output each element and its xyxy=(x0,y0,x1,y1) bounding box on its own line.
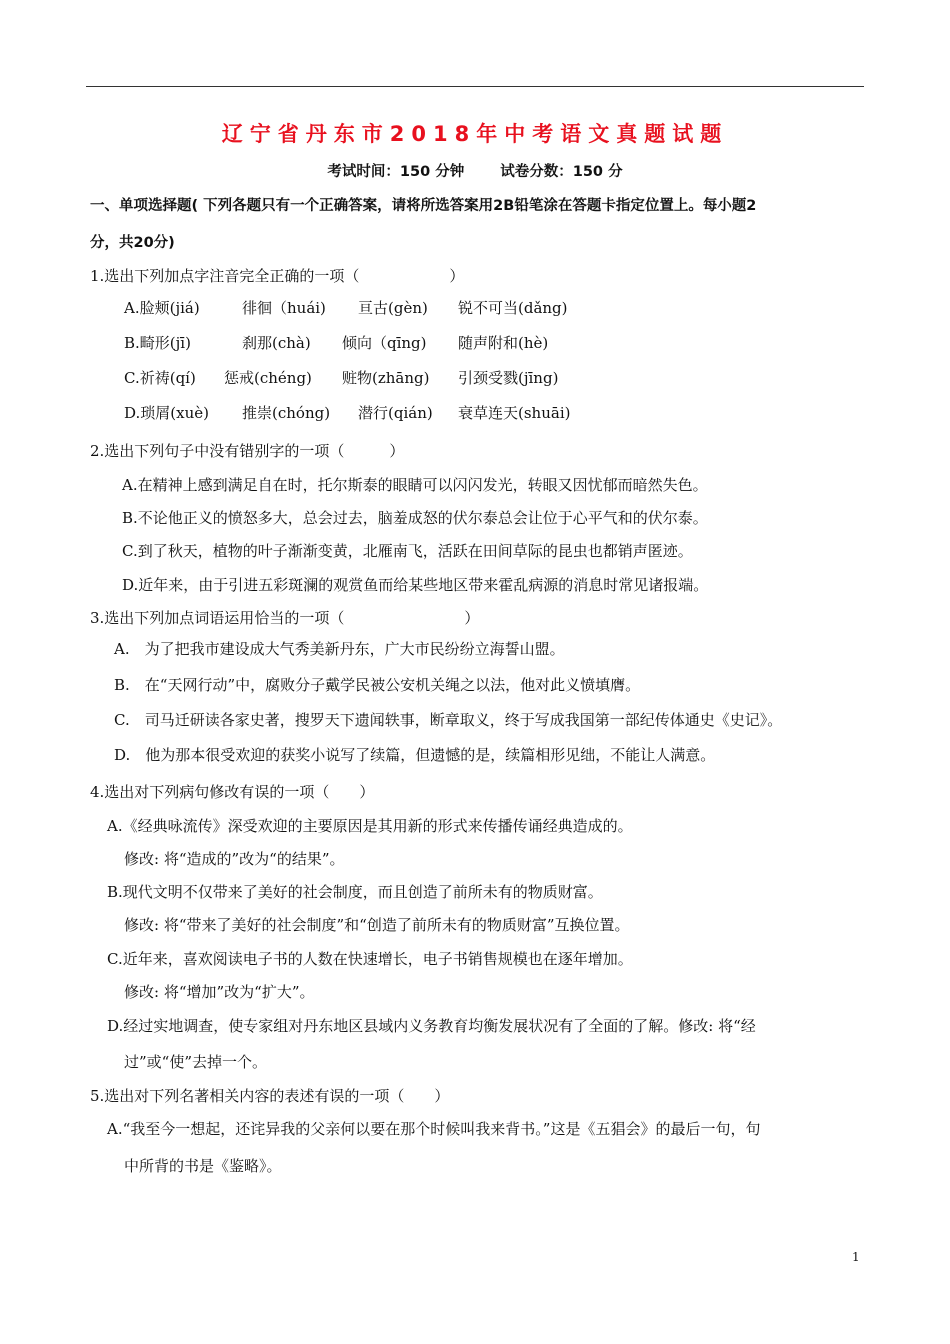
q2-option-c: C.到了秋天，植物的叶子渐渐变黄，北雁南飞，活跃在田间草际的昆虫也都销声匿迹。 xyxy=(122,542,693,560)
q3-option-c: C. 司马迁研读各家史著，搜罗天下遗闻轶事，断章取义，终于写成我国第一部纪传体通史《史记》。 xyxy=(114,711,783,729)
page-title: 辽宁省丹东市2018年中考语文真题试题 xyxy=(221,122,729,146)
exam-time: 考试时间：150 分钟 xyxy=(327,164,465,180)
q1-option: 刹那(chà) xyxy=(242,334,311,352)
q3-option-d: D. 他为那本很受欢迎的获奖小说写了续篇，但遗憾的是，续篇相形见绌，不能让人满意。 xyxy=(114,746,716,764)
q4-fix-c: 修改: 将“增加”改为“扩大”。 xyxy=(124,983,315,1001)
q4-option-b: B.现代文明不仅带来了美好的社会制度，而且创造了前所未有的物质财富。 xyxy=(107,883,603,901)
q1-option: A.脸颊(jiá) xyxy=(124,299,200,317)
q1-option: 引颈受戮(jīng) xyxy=(458,369,559,387)
q2-option-b: B.不论他正义的愤怒多大，总会过去，脑羞成怒的伏尔泰总会让位于心平气和的伏尔泰。 xyxy=(122,509,708,527)
q1-option: 潜行(qián) xyxy=(358,404,433,422)
q1-option: 推崇(chóng) xyxy=(242,404,331,422)
section-heading: 一、单项选择题( 下列各题只有一个正确答案，请将所选答案用2B铅笔涂在答题卡指定位置上。每小题2 xyxy=(90,198,757,214)
q4-option-c: C.近年来，喜欢阅读电子书的人数在快速增长，电子书销售规模也在逐年增加。 xyxy=(107,950,633,968)
q1-option: 亘古(gèn) xyxy=(358,299,428,317)
q2-option-a: A.在精神上感到满足自在时，托尔斯泰的眼睛可以闪闪发光，转眼又因忧郁而暗然失色。 xyxy=(122,476,708,494)
q1-option: 惩戒(chéng) xyxy=(224,369,312,387)
q4-fix-b: 修改: 将“带来了美好的社会制度”和“创造了前所未有的物质财富”互换位置。 xyxy=(124,916,630,934)
q4-option-a: A.《经典咏流传》深受欢迎的主要原因是其用新的形式来传播传诵经典造成的。 xyxy=(107,817,633,835)
q5-option-a: A.“我至今一想起，还诧异我的父亲何以要在那个时候叫我来背书。”这是《五猖会》的最后一句，句 xyxy=(107,1120,761,1138)
q1-option: 随声附和(hè) xyxy=(458,334,549,352)
q3-option-b: B. 在“天网行动”中，腐败分子戴学民被公安机关绳之以法，他对此义愤填膺。 xyxy=(114,676,641,694)
q2-option-d: D.近年来，由于引进五彩斑澜的观赏鱼而给某些地区带来霍乱病源的消息时常见诸报端。 xyxy=(122,576,709,594)
header-rule xyxy=(86,86,864,87)
question-1-stem: 1.选出下列加点字注音完全正确的一项（ ） xyxy=(90,267,465,285)
q4-fix-a: 修改: 将“造成的”改为“的结果”。 xyxy=(124,850,345,868)
section-heading-cont: 分，共20分) xyxy=(90,235,175,251)
q1-option: 锐不可当(dǎng) xyxy=(458,299,568,317)
exam-score: 试卷分数：150 分 xyxy=(500,164,623,180)
q4-option-d: D.经过实地调查，使专家组对丹东地区县域内义务教育均衡发展状况有了全面的了解。修改: 将“经 xyxy=(107,1017,756,1035)
question-2-stem: 2.选出下列句子中没有错别字的一项（ ） xyxy=(90,442,405,460)
q1-option: B.畸形(jī) xyxy=(124,334,191,352)
q1-option: 赃物(zhāng) xyxy=(342,369,430,387)
exam-info xyxy=(0,162,950,182)
question-5-stem: 5.选出对下列名著相关内容的表述有误的一项（ ） xyxy=(90,1087,450,1105)
question-3-stem: 3.选出下列加点词语运用恰当的一项（ ） xyxy=(90,609,480,627)
question-4-stem: 4.选出对下列病句修改有误的一项（ ） xyxy=(90,783,375,801)
q5-option-a-cont: 中所背的书是《鉴略》。 xyxy=(124,1157,282,1175)
page-number: 1 xyxy=(852,1250,860,1264)
q1-option: 倾向（qīng) xyxy=(342,334,427,352)
q1-option: C.祈祷(qí) xyxy=(124,369,196,387)
q3-option-a: A. 为了把我市建设成大气秀美新丹东，广大市民纷纷立海誓山盟。 xyxy=(114,640,565,658)
q1-option: D.琐屑(xuè) xyxy=(124,404,209,422)
q1-option: 徘徊（huái) xyxy=(242,299,326,317)
q1-option: 衰草连天(shuāi) xyxy=(458,404,571,422)
q4-option-d-cont: 过”或“使”去掉一个。 xyxy=(124,1053,268,1071)
